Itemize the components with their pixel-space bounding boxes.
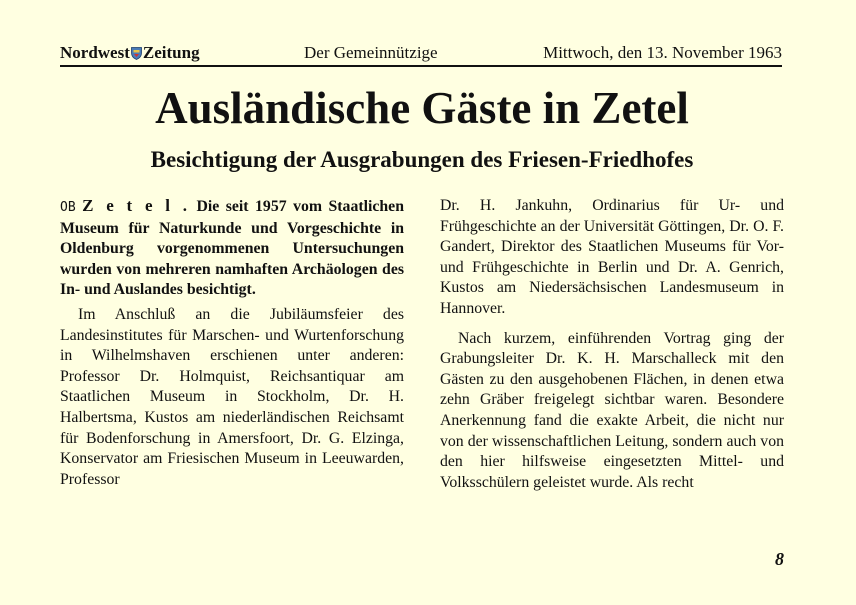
- newspaper-name-part1: Nordwest: [60, 43, 130, 62]
- masthead: [60, 43, 782, 67]
- body-paragraph-2: Nach kurzem, einführenden Vortrag ging der Grabungsleiter Dr. K. H. Marschalleck mit den Gästen zu den ausgehobenen Flächen, in denen etwa zehn Gräber freigelegt sichtbar waren. Besondere Anerkennung fand die exakte Arbeit, die nicht nur von der wissenschaftlichen Leitung, sondern auch von den hier hilfsweise eingesetzten Mittel- und Volksschülern geleistet wurde. Als recht: [440, 329, 784, 491]
- newspaper-name: [60, 43, 200, 63]
- crest-icon: [131, 47, 142, 60]
- author-tag: OB: [60, 200, 76, 215]
- lead-paragraph: [60, 196, 404, 301]
- headline: Ausländische Gäste in Zetel: [155, 83, 689, 133]
- dateline: Z e t e l .: [82, 196, 191, 215]
- newspaper-name-part2: Zeitung: [142, 43, 200, 62]
- article-column-right: [440, 196, 784, 493]
- supplement-name: Der Gemeinnützige: [304, 43, 438, 62]
- article-column-left: [60, 196, 404, 490]
- subheadline: Besichtigung der Ausgrabungen des Friesen-Friedhofes: [150, 147, 694, 172]
- body-paragraph-1: Im Anschluß an die Jubiläumsfeier des Landesinstitutes für Marschen- und Wurtenforschung in Wilhelmshaven erschienen unter anderen: Professor Dr. Holmquist, Reichsantiquar am Staatlichen Museum in Stockholm, Dr. H. Halbertsma, Kustos am niederländischen Reichsamt für Bodenforschung in Amersfoort, Dr. G. Elzinga, Konservator am Friesischen Museum in Leeuwarden, Professor: [60, 305, 404, 488]
- body-paragraph-1-continued: Dr. H. Jankuhn, Ordinarius für Ur- und Frühgeschichte an der Universität Göttingen, Dr. O. F. Gandert, Direktor des Staatlichen Museums für Vor- und Frühgeschichte in Berlin und Dr. A. Genrich, Kustos am Niedersächsischen Landesmuseum in Hannover.: [440, 197, 784, 317]
- page-number: 8: [775, 549, 784, 569]
- issue-date: Mittwoch, den 13. November 1963: [543, 43, 782, 62]
- lead-text: Die seit 1957 vom Staatlichen Museum für Naturkunde und Vorgeschichte in Oldenburg vorgenommenen Untersuchungen wurden von mehreren namhaften Archäologen des In- und Auslandes besichtigt.: [60, 198, 404, 299]
